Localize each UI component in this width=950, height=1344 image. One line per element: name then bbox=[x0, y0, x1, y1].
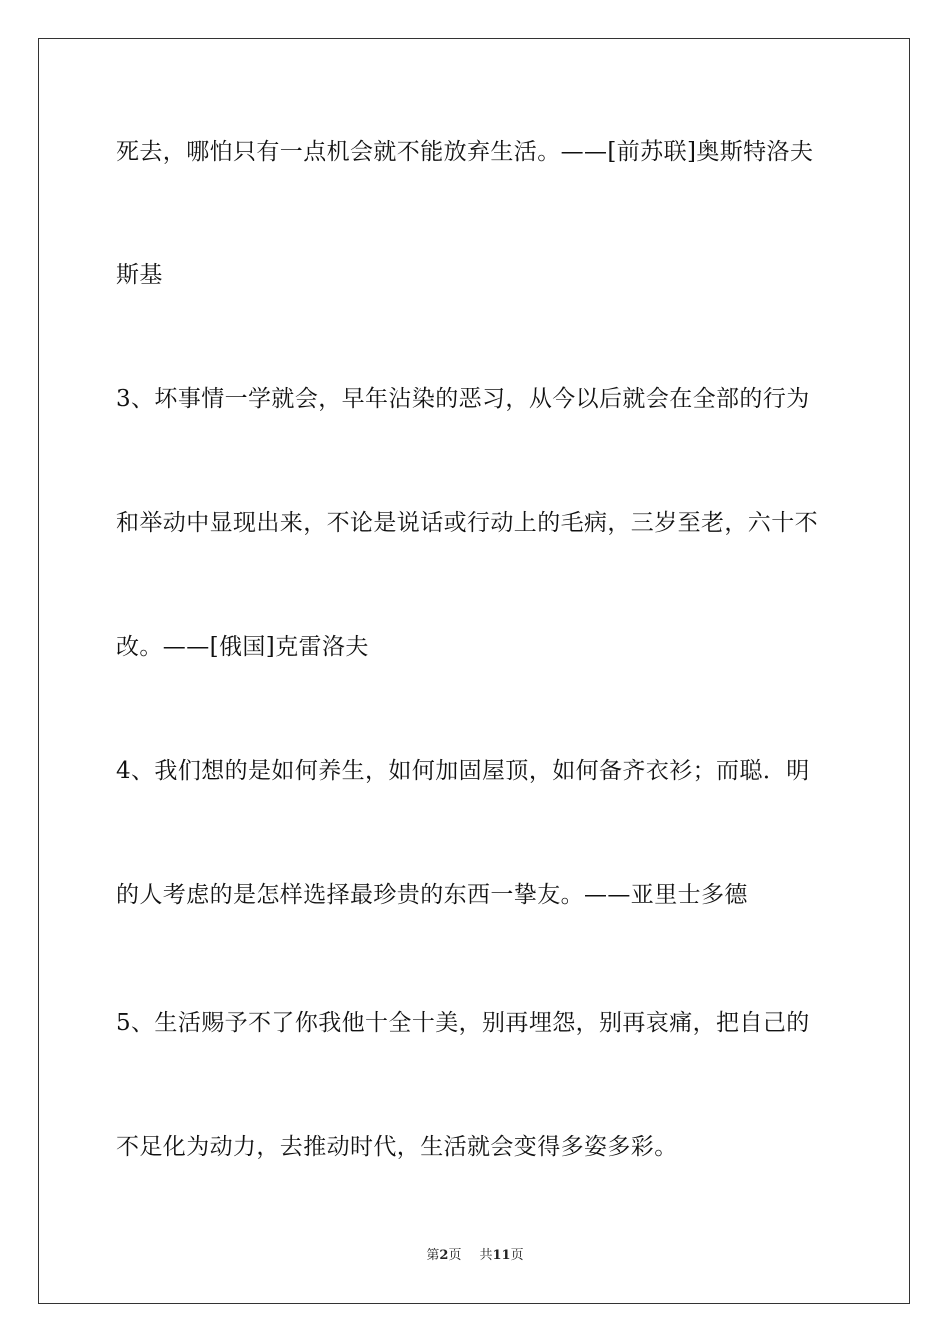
footer-page-suffix: 页 bbox=[448, 1248, 462, 1263]
footer-page-number: 2 bbox=[439, 1248, 449, 1263]
text-line: 5、生活赐予不了你我他十全十美，别再埋怨，别再哀痛，把自己的 bbox=[116, 1010, 810, 1036]
page-footer bbox=[0, 1247, 950, 1265]
text-line: 4、我们想的是如何养生，如何加固屋顶，如何备齐衣衫；而聪．明 bbox=[116, 758, 810, 784]
text-line: 3、坏事情一学就会，早年沾染的恶习，从今以后就会在全部的行为 bbox=[116, 386, 810, 412]
text-line: 的人考虑的是怎样选择最珍贵的东西一挚友。——亚里士多德 bbox=[116, 882, 748, 908]
page-border bbox=[38, 38, 910, 1304]
footer-page-prefix: 第 bbox=[426, 1248, 440, 1263]
text-line: 改。——[俄国]克雷洛夫 bbox=[116, 634, 369, 660]
footer-total-pages: 11 bbox=[492, 1248, 511, 1263]
text-line: 不足化为动力，去推动时代，生活就会变得多姿多彩。 bbox=[116, 1134, 678, 1160]
footer-total-prefix: 共 bbox=[479, 1248, 493, 1263]
footer-total-suffix: 页 bbox=[510, 1248, 524, 1263]
text-line: 和举动中显现出来，不论是说话或行动上的毛病，三岁至老，六十不 bbox=[116, 510, 818, 536]
text-line: 死去，哪怕只有一点机会就不能放弃生活。——[前苏联]奥斯特洛夫 bbox=[116, 139, 814, 165]
text-line: 斯基 bbox=[116, 262, 163, 288]
